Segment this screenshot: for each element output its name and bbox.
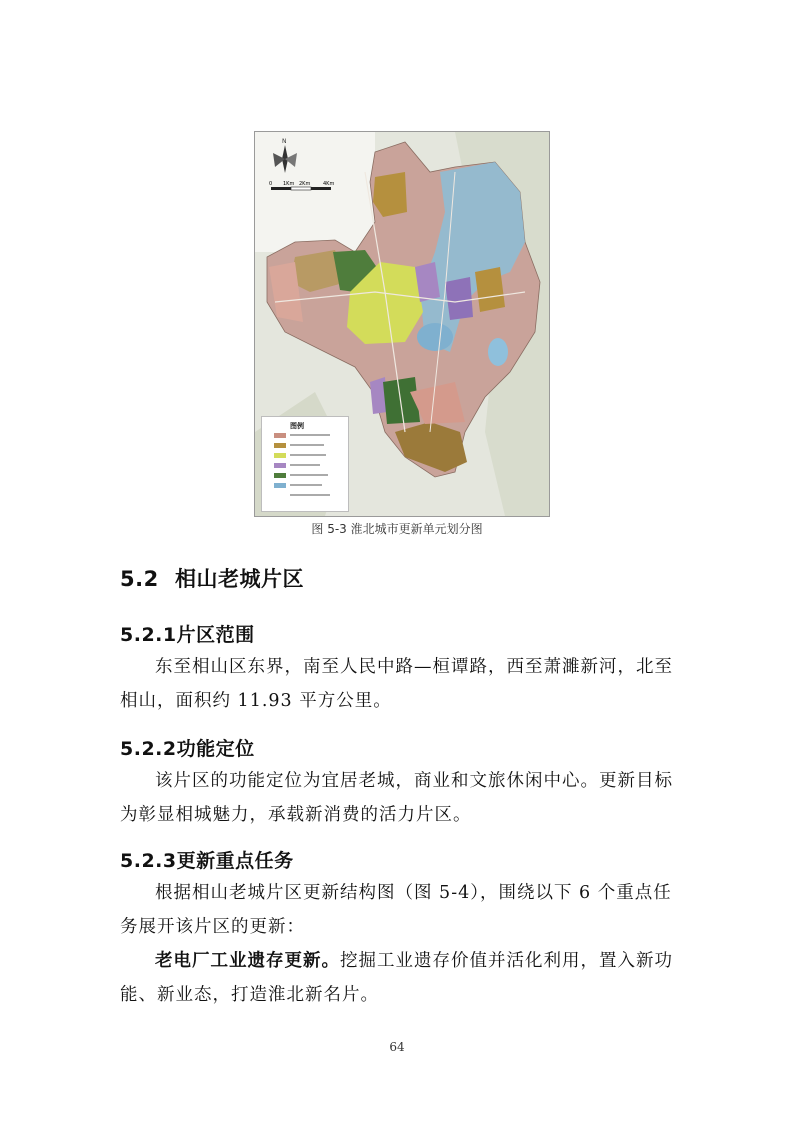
legend-text-line bbox=[290, 444, 324, 446]
paragraph-tasks: 根据相山老城片区更新结构图（图 5-4），围绕以下 6 个重点任务展开该片区的更新： bbox=[120, 883, 672, 937]
section-heading bbox=[120, 563, 304, 593]
paragraph-function: 该片区的功能定位为宜居老城，商业和文旅休闲中心。更新目标为彰显相城魅力，承载新消费的活力片区。 bbox=[120, 771, 673, 825]
task-1-title: 老电厂工业遗存更新。 bbox=[155, 951, 340, 971]
scale-label-1: 1Km bbox=[283, 181, 295, 187]
legend-text-line bbox=[290, 434, 330, 436]
legend-text-line bbox=[290, 464, 320, 466]
scale-label-2: 2Km bbox=[299, 181, 311, 187]
legend-swatch bbox=[274, 473, 286, 478]
legend-text-line bbox=[290, 494, 330, 496]
task-1-text: 挖掘工业遗存价值并活化利用，置入新功能、新业态，打造淮北新名片。 bbox=[120, 951, 673, 1005]
subsection-heading-tasks: 5.2.3更新重点任务 bbox=[120, 850, 294, 872]
paragraph-task-1 bbox=[120, 944, 680, 1012]
legend-swatch bbox=[274, 433, 286, 438]
subsection-heading-scope: 5.2.1片区范围 bbox=[120, 624, 255, 646]
subsection-heading-function: 5.2.2功能定位 bbox=[120, 738, 255, 760]
scale-label-0: 0 bbox=[269, 181, 273, 187]
legend-title: 图例 bbox=[290, 422, 304, 430]
legend-text-line bbox=[290, 484, 322, 486]
map-legend bbox=[261, 416, 349, 512]
section-number: 5.2 bbox=[120, 567, 159, 591]
legend-swatch bbox=[274, 463, 286, 468]
legend-text-line bbox=[290, 454, 326, 456]
renewal-unit-map bbox=[254, 131, 550, 517]
legend-swatch bbox=[274, 483, 286, 488]
paragraph-scope: 东至相山区东界，南至人民中路—桓谭路，西至萧濉新河，北至相山，面积约 11.93 平方公里。 bbox=[120, 657, 673, 711]
legend-swatch bbox=[274, 443, 286, 448]
page-number: 64 bbox=[389, 1040, 405, 1054]
figure-caption: 图 5-3 淮北城市更新单元划分图 bbox=[311, 522, 483, 536]
legend-text-line bbox=[290, 474, 328, 476]
north-label: N bbox=[282, 138, 287, 145]
scale-label-3: 4Km bbox=[323, 181, 335, 187]
section-title: 相山老城片区 bbox=[175, 567, 304, 591]
legend-swatch bbox=[274, 453, 286, 458]
